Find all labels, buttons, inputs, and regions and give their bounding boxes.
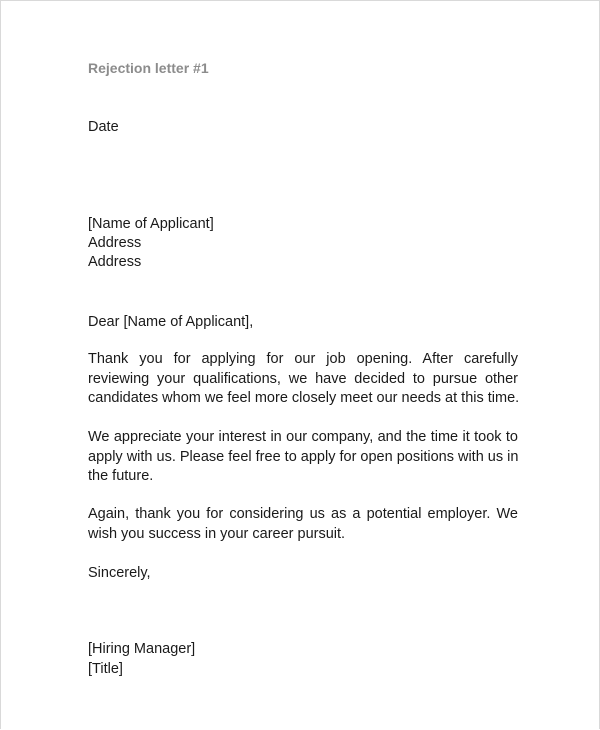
recipient-address-line-1: Address <box>88 235 142 251</box>
signature-name: [Hiring Manager] <box>88 641 196 657</box>
paragraph-line: Again, thank you for considering us as a potential employer. We <box>88 506 518 522</box>
signature-title: [Title] <box>88 661 123 677</box>
paragraph-line: We appreciate your interest in our company, and the time it took to <box>88 429 518 445</box>
recipient-address-line-2: Address <box>88 254 142 270</box>
closing: Sincerely, <box>88 565 151 581</box>
paragraph-line: the future. <box>88 468 154 484</box>
recipient-name: [Name of Applicant] <box>88 216 214 232</box>
paragraph-line: apply with us. Please feel free to apply for open positions with us in <box>88 448 519 465</box>
paragraph-line: Thank you for applying for our job opening. After carefully <box>88 351 518 367</box>
paragraph-line: reviewing your qualifications, we have decided to pursue other <box>88 370 518 387</box>
body-paragraph-2 <box>88 428 518 487</box>
letter-heading: Rejection letter #1 <box>88 60 209 76</box>
paragraph-line: wish you success in your career pursuit. <box>88 525 346 542</box>
date-line: Date <box>88 119 119 135</box>
body-paragraph-3 <box>88 505 518 544</box>
salutation: Dear [Name of Applicant], <box>88 314 254 330</box>
paragraph-line: candidates whom we feel more closely meet our needs at this time. <box>88 390 520 406</box>
body-paragraph-1 <box>88 350 518 409</box>
